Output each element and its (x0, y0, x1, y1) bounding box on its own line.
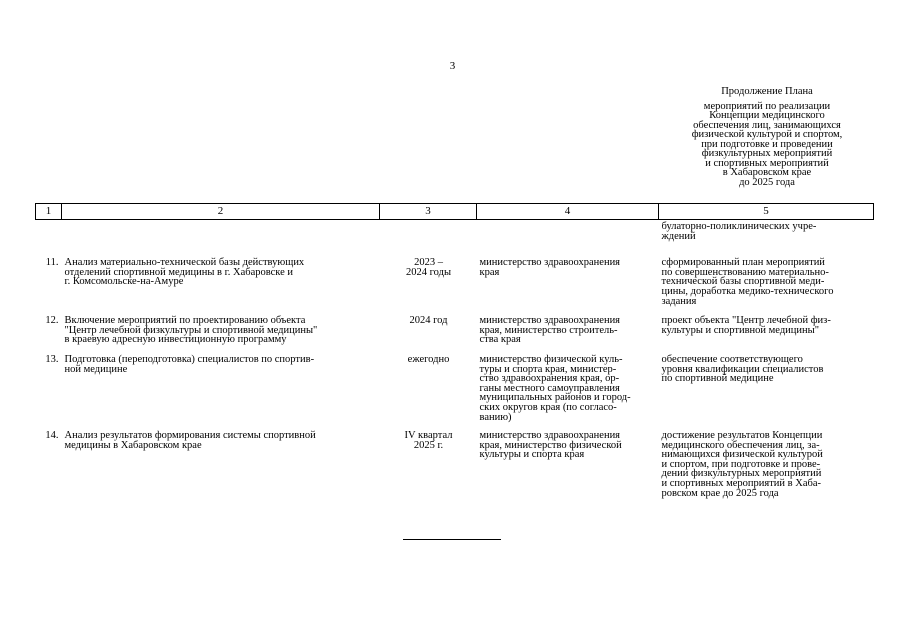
row-number: 12. (45, 315, 59, 327)
executor: министерство здравоохранения края, министерство физической культуры и спорта края (479, 430, 622, 461)
column-number: 1 (36, 204, 62, 220)
row-number: 14. (45, 430, 59, 442)
expected-result: достижение результатов Концепции медицинского обеспечения лиц, за- нимающихся физической культурой и спортом, при подготовке и прове- дении физкультурных мероприятий и спортивных мероприятий в Хаба- ровском крае до 2025 года (661, 430, 823, 499)
table-row (36, 355, 874, 431)
header-line: физкультурных мероприятий (701, 148, 833, 159)
activity-name: Анализ материально-технической базы действующих отделений спортивной медицины в г. Хабаровске и г. Комсомольске-на-Амуре (64, 257, 305, 288)
column-number: 5 (659, 204, 874, 220)
header-line: обеспечения лиц, занимающихся (693, 119, 841, 131)
executor: министерство здравоохранения края, министерство строитель- ства края (479, 315, 621, 346)
continuation-row (36, 220, 874, 259)
header-line: в Хабаровском крае (722, 167, 812, 178)
row-number: 13. (45, 353, 59, 365)
table-row (36, 431, 874, 508)
header-line: и спортивных мероприятий (705, 157, 829, 169)
header-line: до 2025 года (739, 176, 795, 188)
expected-result: сформированный план мероприятий по совершенствованию материально- технической базы спортивной меди- цины, доработка медико-технического задания (661, 257, 834, 307)
column-number-row (36, 204, 874, 220)
expected-result: проект объекта "Центр лечебной физ- культуры и спортивной медицины" (661, 315, 831, 336)
end-of-document-rule (403, 539, 501, 540)
deadline: ежегодно (407, 353, 450, 365)
header-line: при подготовке и проведении (701, 138, 833, 150)
page-number: 3 (449, 60, 456, 72)
executor: министерство физической куль- туры и спорта края, министер- ство здравоохранения края, ор- ганы местного самоуправления муниципальных районов и город- ских округов края (по согласо- ванию) (479, 353, 631, 423)
activity-name: Анализ результатов формирования системы спортивной медицины в Хабаровском крае (64, 430, 316, 451)
activity-name: Включение мероприятий по проектированию объекта "Центр лечебной физкультуры и спортивной медицины" в краевую адресную инвестиционную программу (64, 315, 318, 346)
header-line: мероприятий по реализации (703, 100, 831, 112)
deadline: 2024 год (409, 315, 448, 327)
table-row (36, 316, 874, 355)
table-row (36, 258, 874, 316)
column-number: 3 (380, 204, 477, 220)
plan-header (662, 87, 872, 187)
header-line: физической культурой и спортом, (691, 129, 843, 140)
column-number: 4 (477, 204, 659, 220)
expected-result: обеспечение соответствующего уровня квалификации специалистов по спортивной медицине (661, 353, 824, 385)
row-number: 11. (45, 257, 59, 269)
activity-name: Подготовка (переподготовка) специалистов по спортив- ной медицине (64, 353, 315, 375)
deadline: 2023 – 2024 годы (405, 257, 451, 278)
executor: министерство здравоохранения края (479, 257, 621, 278)
deadline: IV квартал 2025 г. (404, 430, 453, 451)
continuation-text: булаторно-поликлинических учре- ждений (661, 221, 817, 242)
header-title: Продолжение Плана (721, 86, 813, 97)
plan-table (35, 203, 874, 508)
column-number: 2 (62, 204, 380, 220)
header-line: Концепции медицинского (709, 110, 825, 121)
